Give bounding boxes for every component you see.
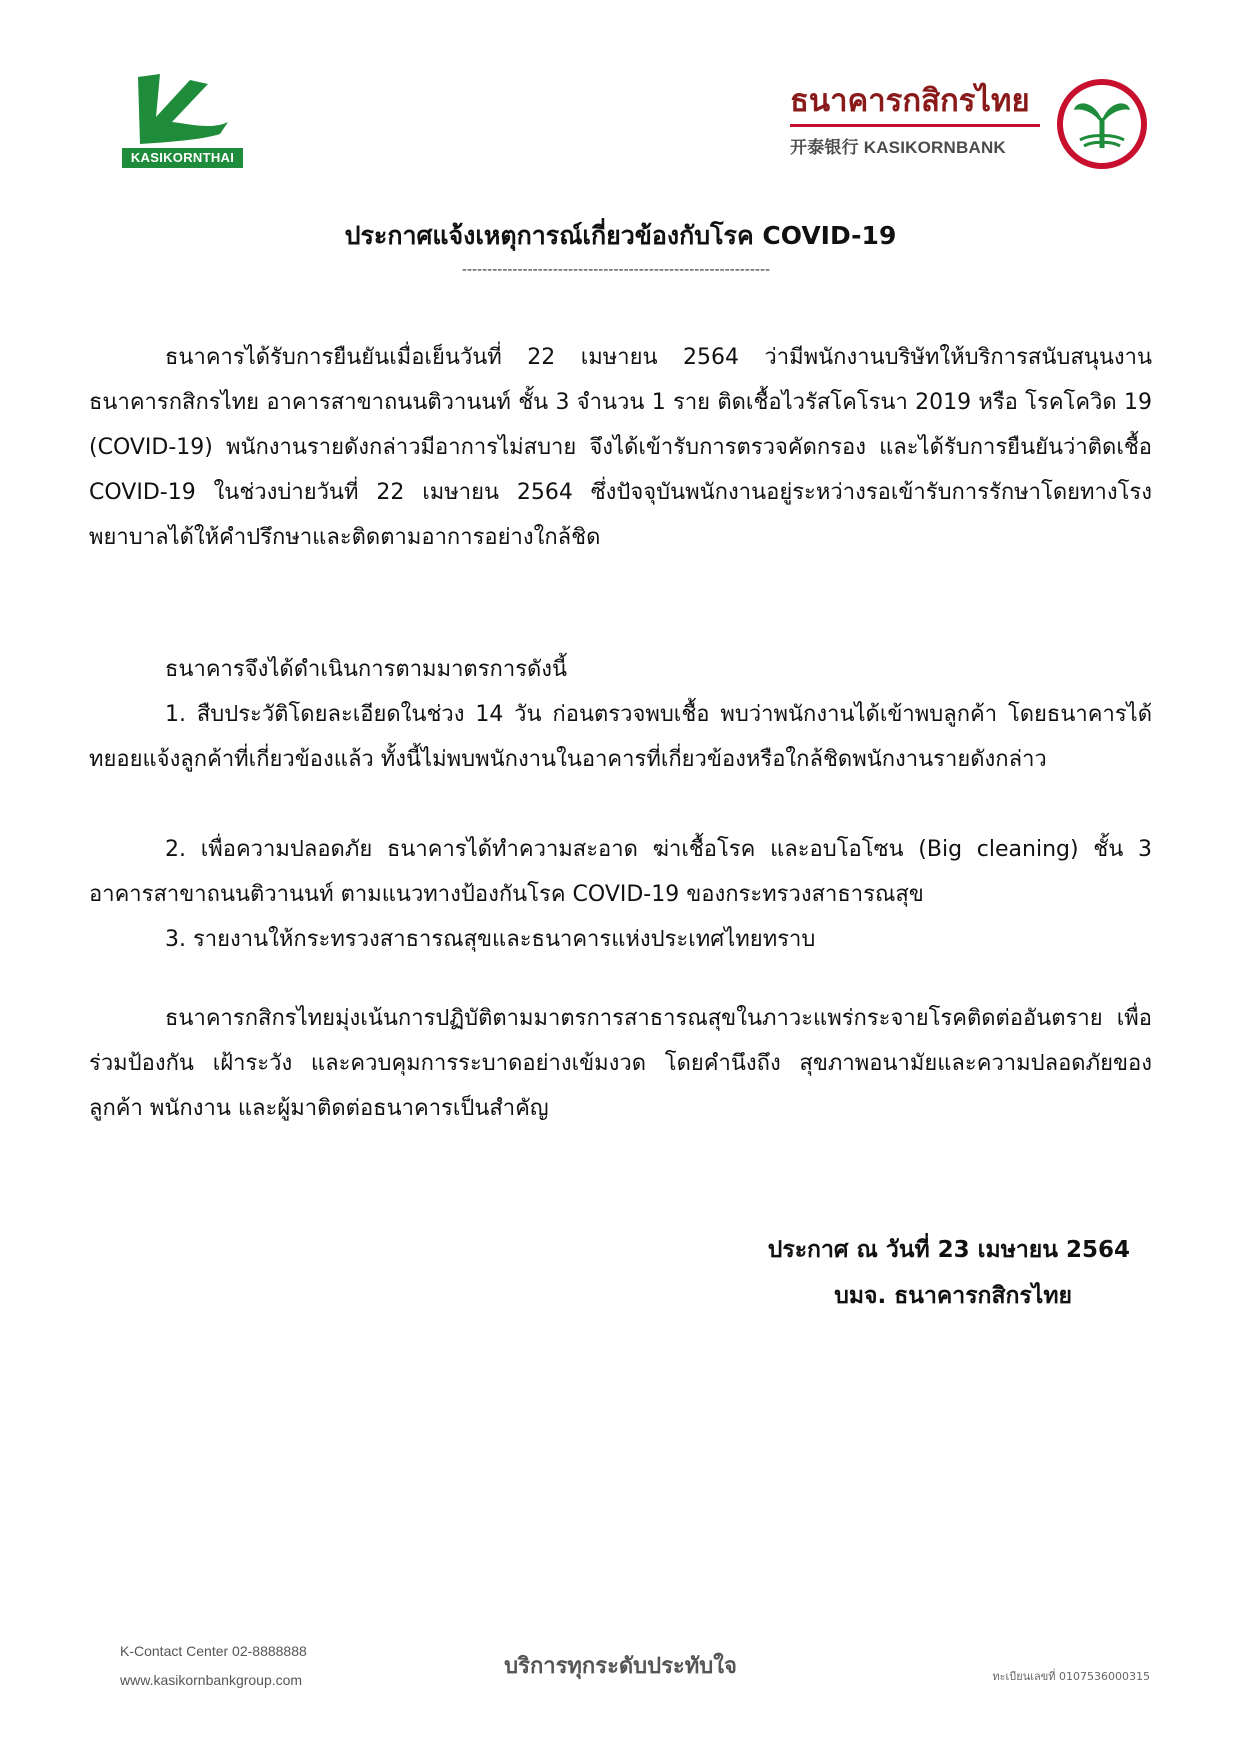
registration-number: ทะเบียนเลขที่ 0107536000315 <box>992 1670 1150 1683</box>
footer-slogan: บริการทุกระดับประทับใจ <box>504 1654 737 1679</box>
paragraph-commitment: ธนาคารกสิกรไทยมุ่งเน้นการปฏิบัติตามมาตรการสาธารณสุขในภาวะแพร่กระจายโรคติดต่ออันตราย เพื่อร่วมป้องกัน เฝ้าระวัง และควบคุมการระบาดอย่างเข้มงวด โดยคำนึงถึง สุขภาพอนามัยและความปลอดภัยของลูกค้า พนักงาน และผู้มาติดต่อธนาคารเป็นสำคัญ <box>89 1006 1152 1121</box>
title-underline: ------------------------------------------------------------- <box>461 262 771 278</box>
wordmark-divider <box>790 124 1040 127</box>
kasikornthai-caption: KASIKORNTHAI <box>122 148 243 168</box>
company-name: บมจ. ธนาคารกสิกรไทย <box>834 1283 1072 1309</box>
k-mark-icon <box>120 72 245 150</box>
measure-item-1: 1. สืบประวัติโดยละเอียดในช่วง 14 วัน ก่อนตรวจพบเชื้อ พบว่าพนักงานได้เข้าพบลูกค้า โดยธนาคารได้ทยอยแจ้งลูกค้าที่เกี่ยวข้องแล้ว ทั้งนี้ไม่พบพนักงานในอาคารที่เกี่ยวข้องหรือใกล้ชิดพนักงานรายดังกล่าว <box>89 702 1152 772</box>
measure-item-2: 2. เพื่อความปลอดภัย ธนาคารได้ทำความสะอาด ฆ่าเชื้อโรค และอบโอโซน (Big cleaning) ชั้น 3 อาคารสาขาถนนติวานนท์ ตามแนวทางป้องกันโรค COVID-19 ของกระทรวงสาธารณสุข <box>89 837 1152 907</box>
paragraph-incident: ธนาคารได้รับการยืนยันเมื่อเย็นวันที่ 22 เมษายน 2564 ว่ามีพนักงานบริษัทให้บริการสนับสนุนงานธนาคารกสิกรไทย อาคารสาขาถนนติวานนท์ ชั้น 3 จำนวน 1 ราย ติดเชื้อไวรัสโคโรนา 2019 หรือ โรคโควิด 19 (COVID-19) พนักงานรายดังกล่าวมีอาการไม่สบาย จึงได้เข้ารับการตรวจคัดกรอง และได้รับการยืนยันว่าติดเชื้อ COVID-19 ในช่วงบ่ายวันที่ 22 เมษายน 2564 ซึ่งปัจจุบันพนักงานอยู่ระหว่างรอเข้ารับการรักษาโดยทางโรงพยาบาลได้ให้คำปรึกษาและติดตามอาการอย่างใกล้ชิด <box>89 345 1152 550</box>
announcement-date: ประกาศ ณ วันที่ 23 เมษายน 2564 <box>767 1237 1130 1263</box>
bank-name-english: 开泰银行 KASIKORNBANK <box>790 138 1006 157</box>
measure-item-3: 3. รายงานให้กระทรวงสาธารณสุขและธนาคารแห่งประเทศไทยทราบ <box>165 927 816 952</box>
bank-name-thai: ธนาคารกสิกรไทย <box>790 83 1030 119</box>
contact-center: K-Contact Center 02-8888888 <box>120 1643 307 1659</box>
page-title: ประกาศแจ้งเหตุการณ์เกี่ยวข้องกับโรค COVID-19 <box>344 221 897 250</box>
kasikornbank-wordmark <box>790 82 1050 158</box>
paragraph-measures-intro: ธนาคารจึงได้ดำเนินการตามมาตรการดังนี้ <box>165 657 568 682</box>
website-link[interactable]: www.kasikornbankgroup.com <box>120 1672 303 1688</box>
kbank-emblem-icon <box>1056 78 1148 170</box>
kasikornthai-logo <box>120 72 245 170</box>
